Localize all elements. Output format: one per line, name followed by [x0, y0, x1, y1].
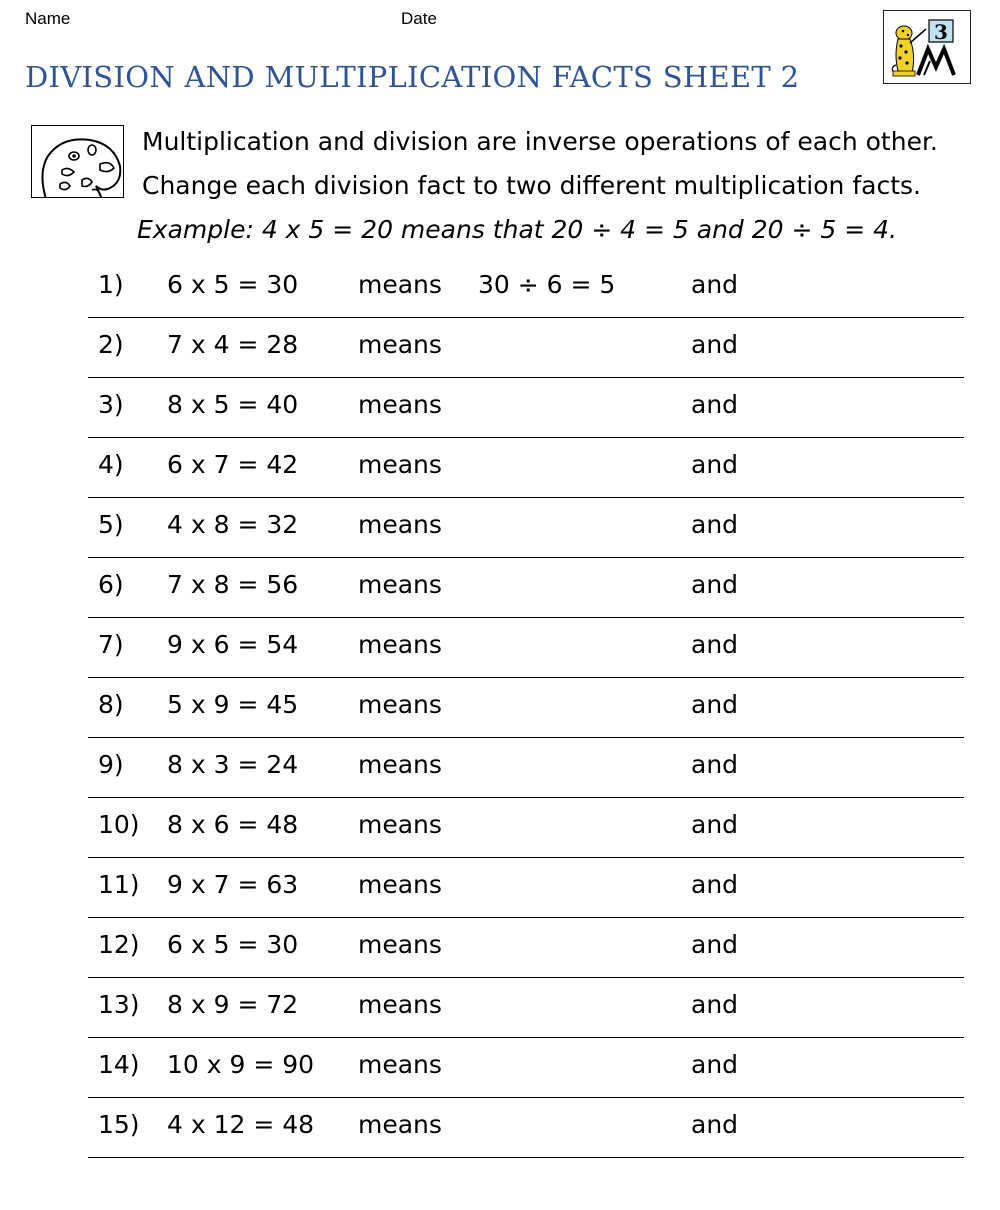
- problem-number: 1): [98, 270, 124, 299]
- multiplication-fact: 4 x 12 = 48: [167, 1110, 315, 1139]
- multiplication-fact: 8 x 6 = 48: [167, 810, 299, 839]
- problem-number: 14): [98, 1050, 140, 1079]
- and-label: and: [691, 1050, 739, 1079]
- and-label: and: [691, 1110, 739, 1139]
- and-label: and: [691, 390, 739, 419]
- means-label: means: [358, 870, 442, 899]
- problem-row: [88, 438, 964, 498]
- problem-row: [88, 678, 964, 738]
- means-label: means: [358, 1050, 442, 1079]
- multiplication-fact: 6 x 7 = 42: [167, 450, 299, 479]
- problem-number: 10): [98, 810, 140, 839]
- multiplication-fact: 6 x 5 = 30: [167, 930, 299, 959]
- and-label: and: [691, 930, 739, 959]
- means-label: means: [358, 690, 442, 719]
- multiplication-fact: 8 x 3 = 24: [167, 750, 299, 779]
- and-label: and: [691, 690, 739, 719]
- multiplication-fact: 6 x 5 = 30: [167, 270, 299, 299]
- problem-number: 15): [98, 1110, 140, 1139]
- page-title: DIVISION AND MULTIPLICATION FACTS SHEET 2: [25, 60, 800, 94]
- and-label: and: [691, 810, 739, 839]
- problem-number: 13): [98, 990, 140, 1019]
- example-line: Example: 4 x 5 = 20 means that 20 ÷ 4 = 5 and 20 ÷ 5 = 4.: [137, 215, 897, 244]
- means-label: means: [358, 630, 442, 659]
- site-logo: [883, 10, 971, 84]
- means-label: means: [358, 930, 442, 959]
- multiplication-fact: 7 x 8 = 56: [167, 570, 299, 599]
- problem-number: 12): [98, 930, 140, 959]
- problem-row: [88, 618, 964, 678]
- problem-number: 3): [98, 390, 124, 419]
- logo-grade-text: 3: [934, 20, 948, 44]
- multiplication-fact: 4 x 8 = 32: [167, 510, 299, 539]
- multiplication-fact: 5 x 9 = 45: [167, 690, 299, 719]
- and-label: and: [691, 630, 739, 659]
- problem-row: [88, 318, 964, 378]
- instruction-line-1: Multiplication and division are inverse operations of each other.: [142, 127, 938, 156]
- problem-row: [88, 858, 964, 918]
- means-label: means: [358, 270, 442, 299]
- dinosaur-icon: [32, 126, 124, 198]
- division-answer-field[interactable]: 30 ÷ 6 = 5: [478, 270, 616, 299]
- problem-row: [88, 918, 964, 978]
- and-label: and: [691, 510, 739, 539]
- means-label: means: [358, 330, 442, 359]
- logo-graphic: [884, 11, 970, 83]
- and-label: and: [691, 450, 739, 479]
- and-label: and: [691, 330, 739, 359]
- dinosaur-picture: [31, 125, 124, 198]
- problem-row: [88, 378, 964, 438]
- problem-number: 11): [98, 870, 140, 899]
- multiplication-fact: 9 x 7 = 63: [167, 870, 299, 899]
- means-label: means: [358, 1110, 442, 1139]
- means-label: means: [358, 510, 442, 539]
- means-label: means: [358, 990, 442, 1019]
- problem-row: [88, 1038, 964, 1098]
- problem-row: [88, 258, 964, 318]
- problem-row: [88, 798, 964, 858]
- name-label: Name: [25, 9, 71, 28]
- means-label: means: [358, 810, 442, 839]
- problem-row: [88, 738, 964, 798]
- problem-row: [88, 1098, 964, 1158]
- multiplication-fact: 8 x 5 = 40: [167, 390, 299, 419]
- date-label: Date: [401, 9, 437, 28]
- means-label: means: [358, 450, 442, 479]
- problem-row: [88, 558, 964, 618]
- problem-row: [88, 978, 964, 1038]
- problem-number: 4): [98, 450, 124, 479]
- and-label: and: [691, 270, 739, 299]
- multiplication-fact: 8 x 9 = 72: [167, 990, 299, 1019]
- problem-number: 6): [98, 570, 124, 599]
- and-label: and: [691, 570, 739, 599]
- and-label: and: [691, 870, 739, 899]
- multiplication-fact: 10 x 9 = 90: [167, 1050, 315, 1079]
- problem-number: 5): [98, 510, 124, 539]
- problem-number: 9): [98, 750, 124, 779]
- multiplication-fact: 7 x 4 = 28: [167, 330, 299, 359]
- means-label: means: [358, 750, 442, 779]
- problem-number: 7): [98, 630, 124, 659]
- problem-list: [88, 258, 964, 1158]
- instruction-line-2: Change each division fact to two different multiplication facts.: [142, 171, 921, 200]
- problem-number: 8): [98, 690, 124, 719]
- problem-row: [88, 498, 964, 558]
- means-label: means: [358, 390, 442, 419]
- and-label: and: [691, 750, 739, 779]
- problem-number: 2): [98, 330, 124, 359]
- multiplication-fact: 9 x 6 = 54: [167, 630, 299, 659]
- and-label: and: [691, 990, 739, 1019]
- means-label: means: [358, 570, 442, 599]
